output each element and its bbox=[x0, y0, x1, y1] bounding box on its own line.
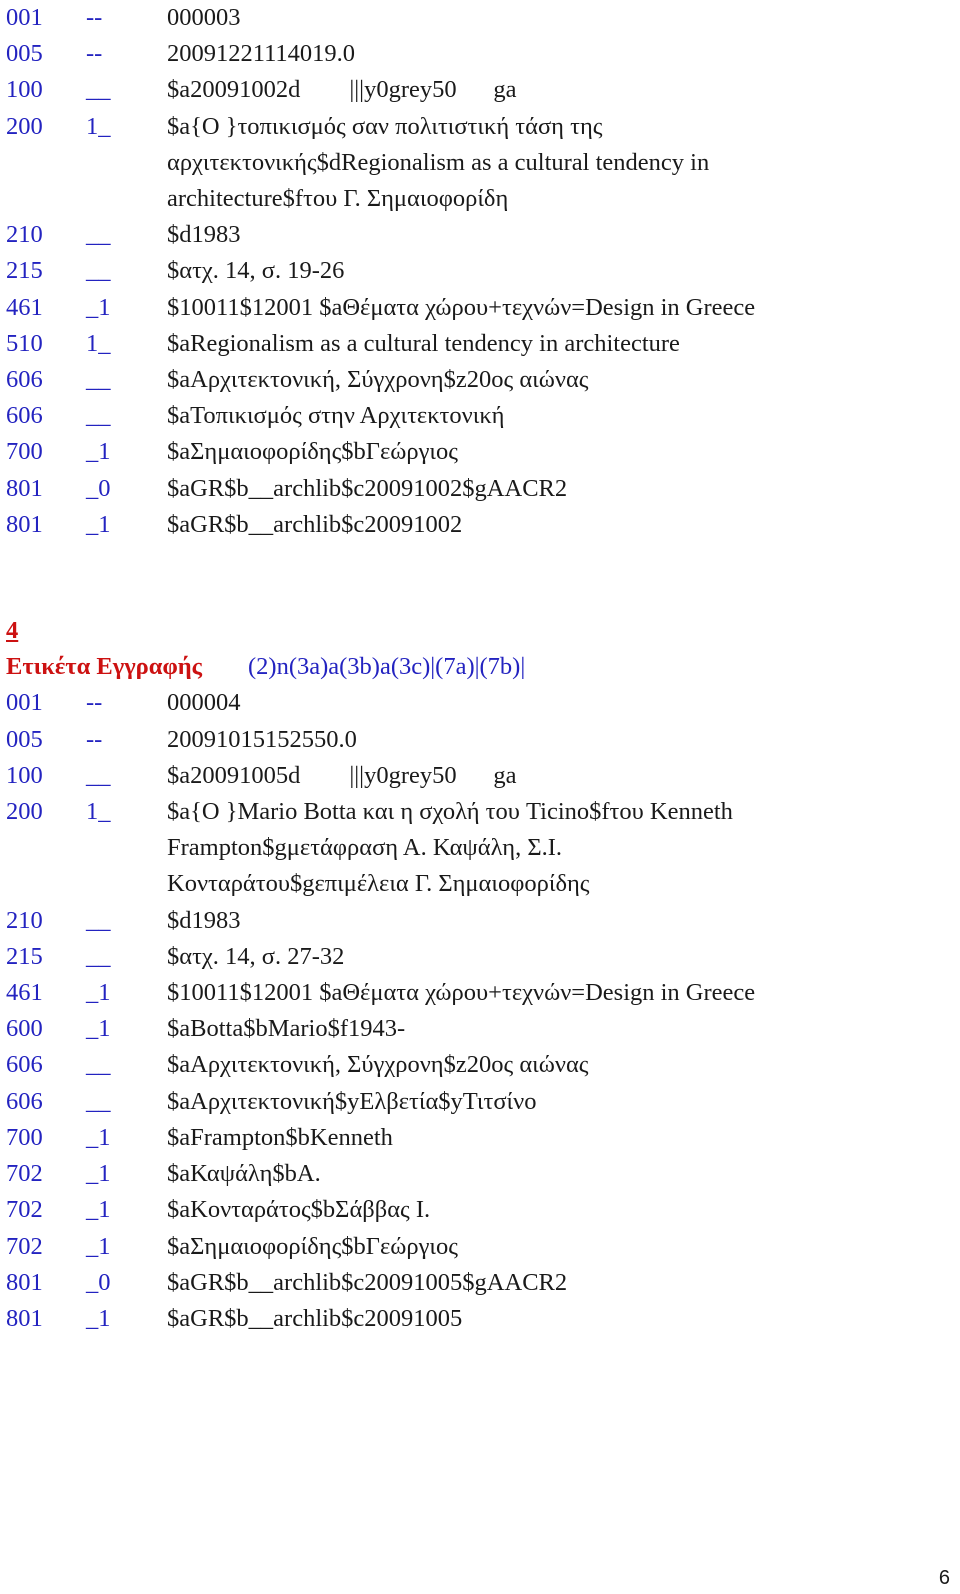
field-value: $10011$12001 $aΘέματα χώρου+τεχνών=Design in Greece bbox=[167, 979, 756, 1007]
field-indicator: __ bbox=[86, 76, 111, 104]
field-row bbox=[6, 1047, 946, 1083]
field-row bbox=[6, 398, 946, 434]
field-tag: 210 bbox=[6, 906, 43, 934]
field-value: $aBotta$bMario$f1943- bbox=[167, 1015, 406, 1043]
field-value: $aGR$b__archlib$c20091002$gAACR2 bbox=[167, 474, 568, 502]
field-tag: 700 bbox=[6, 1123, 43, 1151]
field-row bbox=[6, 72, 946, 108]
field-value: $ατχ. 14, σ. 27-32 bbox=[167, 942, 345, 970]
field-tag: 702 bbox=[6, 1160, 43, 1188]
field-value: $a20091002d |||y0grey50 ga bbox=[167, 76, 517, 104]
field-indicator: 1_ bbox=[86, 112, 111, 140]
field-value: $ατχ. 14, σ. 19-26 bbox=[167, 257, 345, 285]
field-indicator: _1 bbox=[86, 1015, 111, 1043]
field-indicator: _1 bbox=[86, 1196, 111, 1224]
record-label-row bbox=[6, 649, 946, 685]
field-row bbox=[6, 109, 946, 218]
field-indicator: __ bbox=[86, 257, 111, 285]
field-indicator: _1 bbox=[86, 1123, 111, 1151]
field-indicator: __ bbox=[86, 1087, 111, 1115]
field-tag: 606 bbox=[6, 366, 43, 394]
field-value: 20091015152550.0 bbox=[167, 725, 357, 753]
field-value: $aGR$b__archlib$c20091005 bbox=[167, 1304, 463, 1332]
field-indicator: __ bbox=[86, 221, 111, 249]
record-4 bbox=[6, 685, 946, 1337]
field-row bbox=[6, 1120, 946, 1156]
field-value: 20091221114019.0 bbox=[167, 40, 356, 68]
field-row bbox=[6, 758, 946, 794]
field-tag: 801 bbox=[6, 1304, 43, 1332]
field-row bbox=[6, 0, 946, 36]
field-tag: 801 bbox=[6, 1268, 43, 1296]
field-indicator: __ bbox=[86, 761, 111, 789]
field-value: $aΑρχιτεκτονική, Σύγχρονη$z20ος αιώνας bbox=[167, 1051, 589, 1079]
field-value: $d1983 bbox=[167, 221, 241, 249]
field-indicator: _0 bbox=[86, 474, 111, 502]
field-indicator: __ bbox=[86, 906, 111, 934]
field-indicator: __ bbox=[86, 1051, 111, 1079]
field-indicator: _1 bbox=[86, 293, 111, 321]
field-row bbox=[6, 794, 946, 903]
field-indicator: 1_ bbox=[86, 798, 111, 826]
field-indicator: _1 bbox=[86, 1232, 111, 1260]
record-number: 4 bbox=[6, 617, 19, 645]
field-tag: 001 bbox=[6, 4, 43, 31]
field-tag: 200 bbox=[6, 798, 43, 826]
field-value: $10011$12001 $aΘέματα χώρου+τεχνών=Design in Greece bbox=[167, 293, 756, 321]
field-indicator: _1 bbox=[86, 510, 111, 538]
field-value: $aΤοπικισμός στην Αρχιτεκτονική bbox=[167, 402, 505, 430]
field-row bbox=[6, 722, 946, 758]
field-value: $aΣημαιοφορίδης$bΓεώργιος bbox=[167, 1232, 458, 1260]
field-value: $a{O }Mario Botta και η σχολή του Ticino$fτου Kenneth Frampton$gμετάφραση Α. Καψάλη, Σ.Ι. Κονταράτου$gεπιμέλεια Γ. Σημαιοφορίδης bbox=[167, 798, 740, 898]
field-indicator: _1 bbox=[86, 1160, 111, 1188]
field-tag: 215 bbox=[6, 942, 43, 970]
field-row bbox=[6, 1301, 946, 1337]
field-tag: 005 bbox=[6, 40, 43, 68]
field-tag: 200 bbox=[6, 112, 43, 140]
field-tag: 702 bbox=[6, 1232, 43, 1260]
field-tag: 510 bbox=[6, 329, 43, 357]
field-value: $a{O }τοπικισμός σαν πολιτιστική τάση της αρχιτεκτονικής$dRegionalism as a cultural tendency in architecture$fτου Γ. Σημαιοφορίδη bbox=[167, 112, 716, 213]
field-indicator: _1 bbox=[86, 438, 111, 466]
field-tag: 461 bbox=[6, 293, 43, 321]
field-value: $a20091005d |||y0grey50 ga bbox=[167, 761, 517, 789]
field-tag: 700 bbox=[6, 438, 43, 466]
field-indicator: -- bbox=[86, 4, 103, 31]
field-tag: 801 bbox=[6, 510, 43, 538]
record-label-title: Ετικέτα Εγγραφής bbox=[6, 653, 202, 681]
field-tag: 606 bbox=[6, 402, 43, 430]
field-indicator: _0 bbox=[86, 1268, 111, 1296]
field-value: $d1983 bbox=[167, 906, 241, 934]
field-row bbox=[6, 1192, 946, 1228]
field-row bbox=[6, 939, 946, 975]
field-row bbox=[6, 1265, 946, 1301]
field-tag: 210 bbox=[6, 221, 43, 249]
field-indicator: __ bbox=[86, 366, 111, 394]
field-row bbox=[6, 36, 946, 72]
field-value: $aRegionalism as a cultural tendency in architecture bbox=[167, 329, 680, 357]
field-tag: 600 bbox=[6, 1015, 43, 1043]
record-gap bbox=[6, 543, 946, 613]
field-indicator: -- bbox=[86, 689, 103, 717]
field-row bbox=[6, 1011, 946, 1047]
field-value: 000003 bbox=[167, 4, 241, 31]
field-indicator: -- bbox=[86, 725, 103, 753]
field-value: $aΚαψάλη$bΑ. bbox=[167, 1160, 321, 1188]
field-row bbox=[6, 975, 946, 1011]
field-row bbox=[6, 362, 946, 398]
page-number: 6 bbox=[938, 1567, 950, 1589]
field-tag: 801 bbox=[6, 474, 43, 502]
field-value: 000004 bbox=[167, 689, 241, 717]
field-row bbox=[6, 290, 946, 326]
field-tag: 100 bbox=[6, 76, 43, 104]
field-row bbox=[6, 217, 946, 253]
field-value: $aΚονταράτος$bΣάββας Ι. bbox=[167, 1196, 431, 1224]
field-row bbox=[6, 326, 946, 362]
field-row bbox=[6, 685, 946, 721]
field-tag: 606 bbox=[6, 1087, 43, 1115]
field-value: $aGR$b__archlib$c20091002 bbox=[167, 510, 463, 538]
field-value: $aGR$b__archlib$c20091005$gAACR2 bbox=[167, 1268, 568, 1296]
field-indicator: -- bbox=[86, 40, 103, 68]
field-row bbox=[6, 903, 946, 939]
field-value: $aFrampton$bKenneth bbox=[167, 1123, 393, 1151]
field-row bbox=[6, 253, 946, 289]
field-tag: 100 bbox=[6, 761, 43, 789]
record-3 bbox=[6, 0, 946, 543]
field-row bbox=[6, 471, 946, 507]
field-indicator: _1 bbox=[86, 1304, 111, 1332]
field-indicator: __ bbox=[86, 942, 111, 970]
field-tag: 702 bbox=[6, 1196, 43, 1224]
document-page bbox=[6, 0, 946, 1337]
field-indicator: _1 bbox=[86, 979, 111, 1007]
field-tag: 606 bbox=[6, 1051, 43, 1079]
field-row bbox=[6, 1156, 946, 1192]
field-row bbox=[6, 1229, 946, 1265]
field-row bbox=[6, 507, 946, 543]
field-tag: 215 bbox=[6, 257, 43, 285]
field-row bbox=[6, 1084, 946, 1120]
field-tag: 461 bbox=[6, 979, 43, 1007]
field-value: $aΑρχιτεκτονική$yΕλβετία$yΤιτσίνο bbox=[167, 1087, 537, 1115]
field-tag: 001 bbox=[6, 689, 43, 717]
field-indicator: 1_ bbox=[86, 329, 111, 357]
field-value: $aΣημαιοφορίδης$bΓεώργιος bbox=[167, 438, 458, 466]
record-label-value: (2)n(3a)a(3b)a(3c)|(7a)|(7b)| bbox=[248, 653, 526, 681]
field-row bbox=[6, 434, 946, 470]
field-indicator: __ bbox=[86, 402, 111, 430]
field-value: $aΑρχιτεκτονική, Σύγχρονη$z20ος αιώνας bbox=[167, 366, 589, 394]
field-tag: 005 bbox=[6, 725, 43, 753]
